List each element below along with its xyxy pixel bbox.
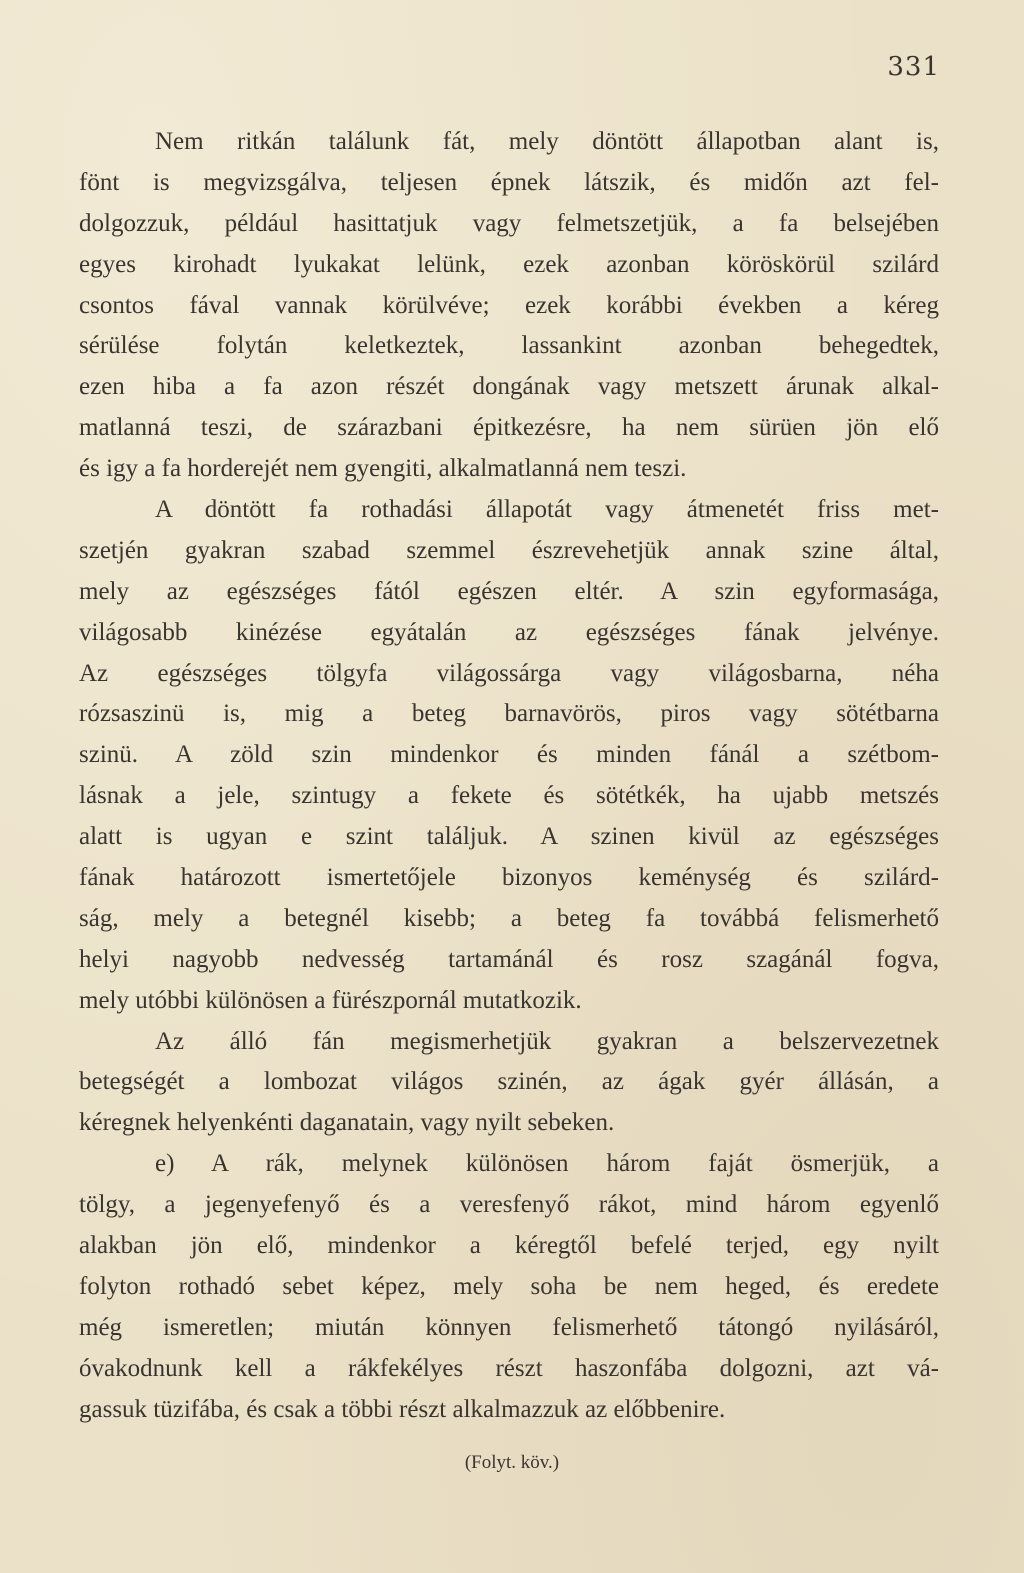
text-line: szetjén gyakran szabad szemmel észrevehetjük annak szine által,: [79, 536, 939, 564]
text-line: lásnak a jele, szintugy a fekete és sötétkék, ha ujabb metszés: [79, 782, 939, 810]
text-line: betegségét a lombozat világos szinén, az ágak gyér állásán, a: [79, 1068, 939, 1096]
text-line: mely utóbbi különösen a fürészpornál mutatkozik.: [79, 986, 582, 1014]
text-line: szinü. A zöld szin mindenkor és minden fánál a szétbom-: [79, 741, 939, 769]
text-line: tölgy, a jegenyefenyő és a veresfenyő rákot, mind három egyenlő: [79, 1191, 939, 1219]
text-line: Az egészséges tölgyfa világossárga vagy világosbarna, néha: [79, 659, 939, 687]
text-line: és igy a fa horderejét nem gyengiti, alkalmatlanná nem teszi.: [79, 455, 687, 483]
text-line: alakban jön elő, mindenkor a kéregtől befelé terjed, egy nyilt: [79, 1232, 939, 1260]
text-line: fának határozott ismertetőjele bizonyos keménység és szilárd-: [79, 864, 939, 892]
body-text: [79, 122, 939, 1431]
text-line: Az álló fán megismerhetjük gyakran a belszervezetnek: [155, 1027, 939, 1055]
text-line: még ismeretlen; miután könnyen felismerhető tátongó nyilásáról,: [79, 1313, 939, 1341]
text-line: folyton rothadó sebet képez, mely soha be nem heged, és eredete: [79, 1272, 939, 1300]
text-line: fönt is megvizsgálva, teljesen épnek látszik, és midőn azt fel-: [79, 168, 939, 196]
text-line: A döntött fa rothadási állapotát vagy átmenetét friss met-: [155, 496, 939, 524]
text-line: ság, mely a betegnél kisebb; a beteg fa továbbá felismerhető: [79, 904, 939, 932]
text-line: gassuk tüzifába, és csak a többi részt alkalmazzuk az előbbenire.: [79, 1395, 726, 1423]
text-line: ezen hiba a fa azon részét dongának vagy metszett árunak alkal-: [79, 373, 939, 401]
text-line: sérülése folytán keletkeztek, lassankint azonban behegedtek,: [79, 332, 939, 360]
text-line: dolgozzuk, például hasittatjuk vagy felmetszetjük, a fa belsejében: [79, 209, 939, 237]
text-line: matlanná teszi, de szárazbani épitkezésre, ha nem sürüen jön elő: [79, 414, 939, 442]
text-line: óvakodnunk kell a rákfekélyes részt haszonfába dolgozni, azt vá-: [79, 1354, 939, 1382]
text-line: egyes kirohadt lyukakat lelünk, ezek azonban köröskörül szilárd: [79, 250, 939, 278]
text-line: rózsaszinü is, mig a beteg barnavörös, piros vagy sötétbarna: [79, 700, 939, 728]
page-number: 331: [887, 52, 940, 82]
text-line: alatt is ugyan e szint találjuk. A szinen kivül az egészséges: [79, 823, 939, 851]
text-line: csontos fával vannak körülvéve; ezek korábbi években a kéreg: [79, 291, 939, 319]
text-line: mely az egészséges fától egészen eltér. A szin egyformasága,: [79, 577, 939, 605]
text-line: Nem ritkán találunk fát, mely döntött állapotban alant is,: [155, 128, 939, 155]
text-line: világosabb kinézése egyátalán az egészséges fának jelvénye.: [79, 618, 939, 646]
continuation-note: (Folyt. köv.): [464, 1452, 560, 1473]
text-line: helyi nagyobb nedvesség tartamánál és rosz szagánál fogva,: [79, 945, 939, 973]
text-line: kéregnek helyenkénti daganatain, vagy nyilt sebeken.: [79, 1109, 615, 1137]
text-line: e) A rák, melynek különösen három faját ösmerjük, a: [155, 1150, 939, 1178]
